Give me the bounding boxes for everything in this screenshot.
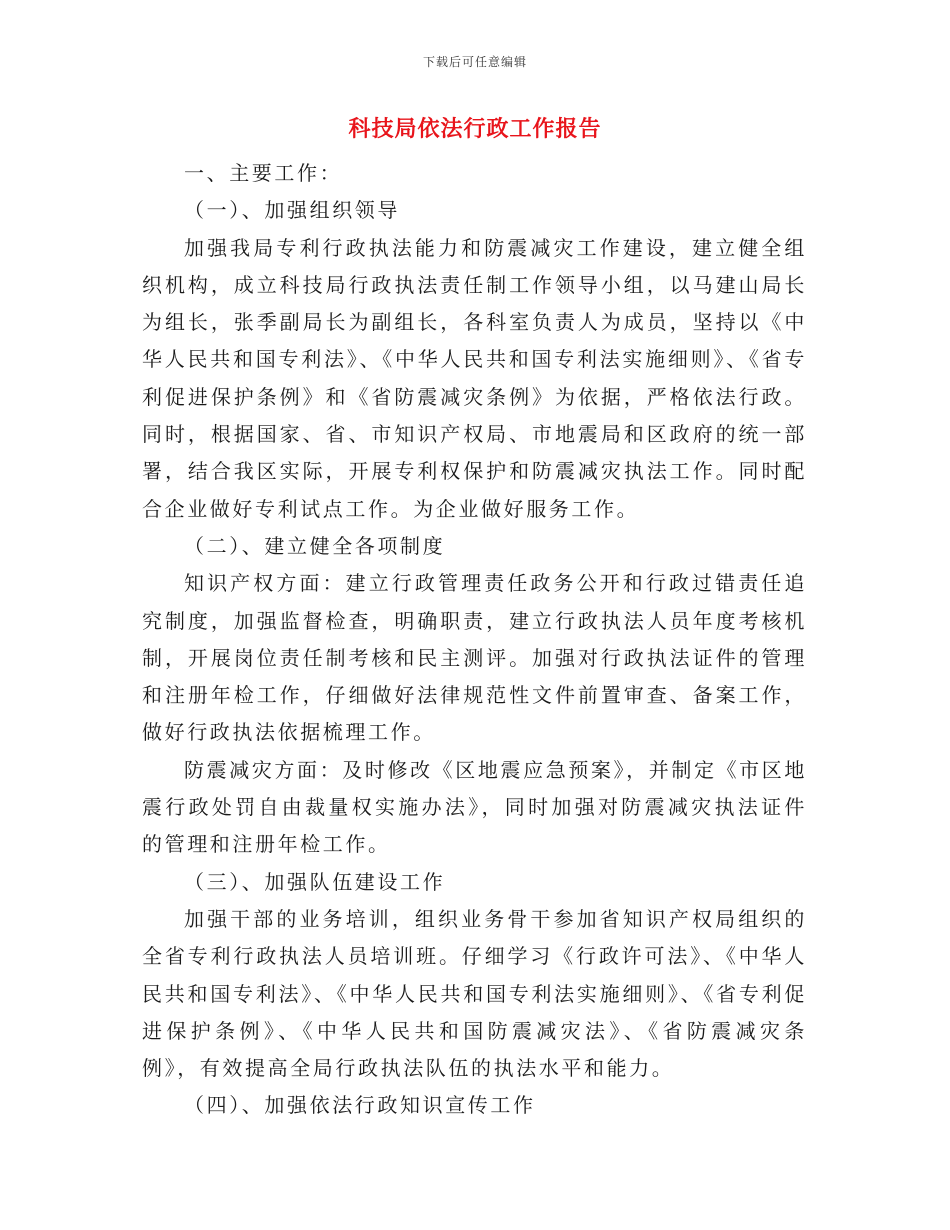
paragraph-organization: 加强我局专利行政执法能力和防震减灾工作建设，建立健全组织机构，成立科技局行政执法责任制工作领导小组，以马建山局长为组长，张季副局长为副组长，各科室负责人为成员，坚持以《中华人民共和国专利法》、《中华人民共和国专利法实施细则》、《省专利促进保护条例》和《省防震减灾条例》为依据，严格依法行政。同时，根据国家、省、市知识产权局、市地震局和区政府的统一部署，结合我区实际，开展专利权保护和防震减灾执法工作。同时配合企业做好专利试点工作。为企业做好服务工作。 bbox=[142, 235, 807, 521]
document-title: 科技局依法行政工作报告 bbox=[348, 116, 602, 142]
paragraph-earthquake-system: 防震减灾方面：及时修改《区地震应急预案》，并制定《市区地震行政处罚自由裁量权实施办法》，同时加强对防震减灾执法证件的管理和注册年检工作。 bbox=[142, 757, 807, 857]
document-body bbox=[142, 155, 807, 1125]
section-heading-main: 一、主要工作： bbox=[184, 161, 343, 185]
section-heading-3: （三）、加强队伍建设工作 bbox=[184, 869, 446, 894]
section-heading-2: （二）、建立健全各项制度 bbox=[184, 533, 446, 558]
paragraph-team-building: 加强干部的业务培训，组织业务骨干参加省知识产权局组织的全省专利行政执法人员培训班。仔细学习《行政许可法》、《中华人民共和国专利法》、《中华人民共和国专利法实施细则》、《省专利促进保护条例》、《中华人民共和国防震减灾法》、《省防震减灾条例》，有效提高全局行政执法队伍的执法水平和能力。 bbox=[142, 906, 807, 1081]
section-heading-1: （一）、加强组织领导 bbox=[184, 198, 400, 223]
header-note: 下载后可任意编辑 bbox=[422, 55, 527, 69]
section-heading-4: （四）、加强依法行政知识宣传工作 bbox=[184, 1093, 536, 1118]
paragraph-ip-system: 知识产权方面：建立行政管理责任政务公开和行政过错责任追究制度，加强监督检查，明确职责，建立行政执法人员年度考核机制，开展岗位责任制考核和民主测评。加强对行政执法证件的管理和注册年检工作，仔细做好法律规范性文件前置审查、备案工作，做好行政执法依据梳理工作。 bbox=[142, 571, 807, 745]
